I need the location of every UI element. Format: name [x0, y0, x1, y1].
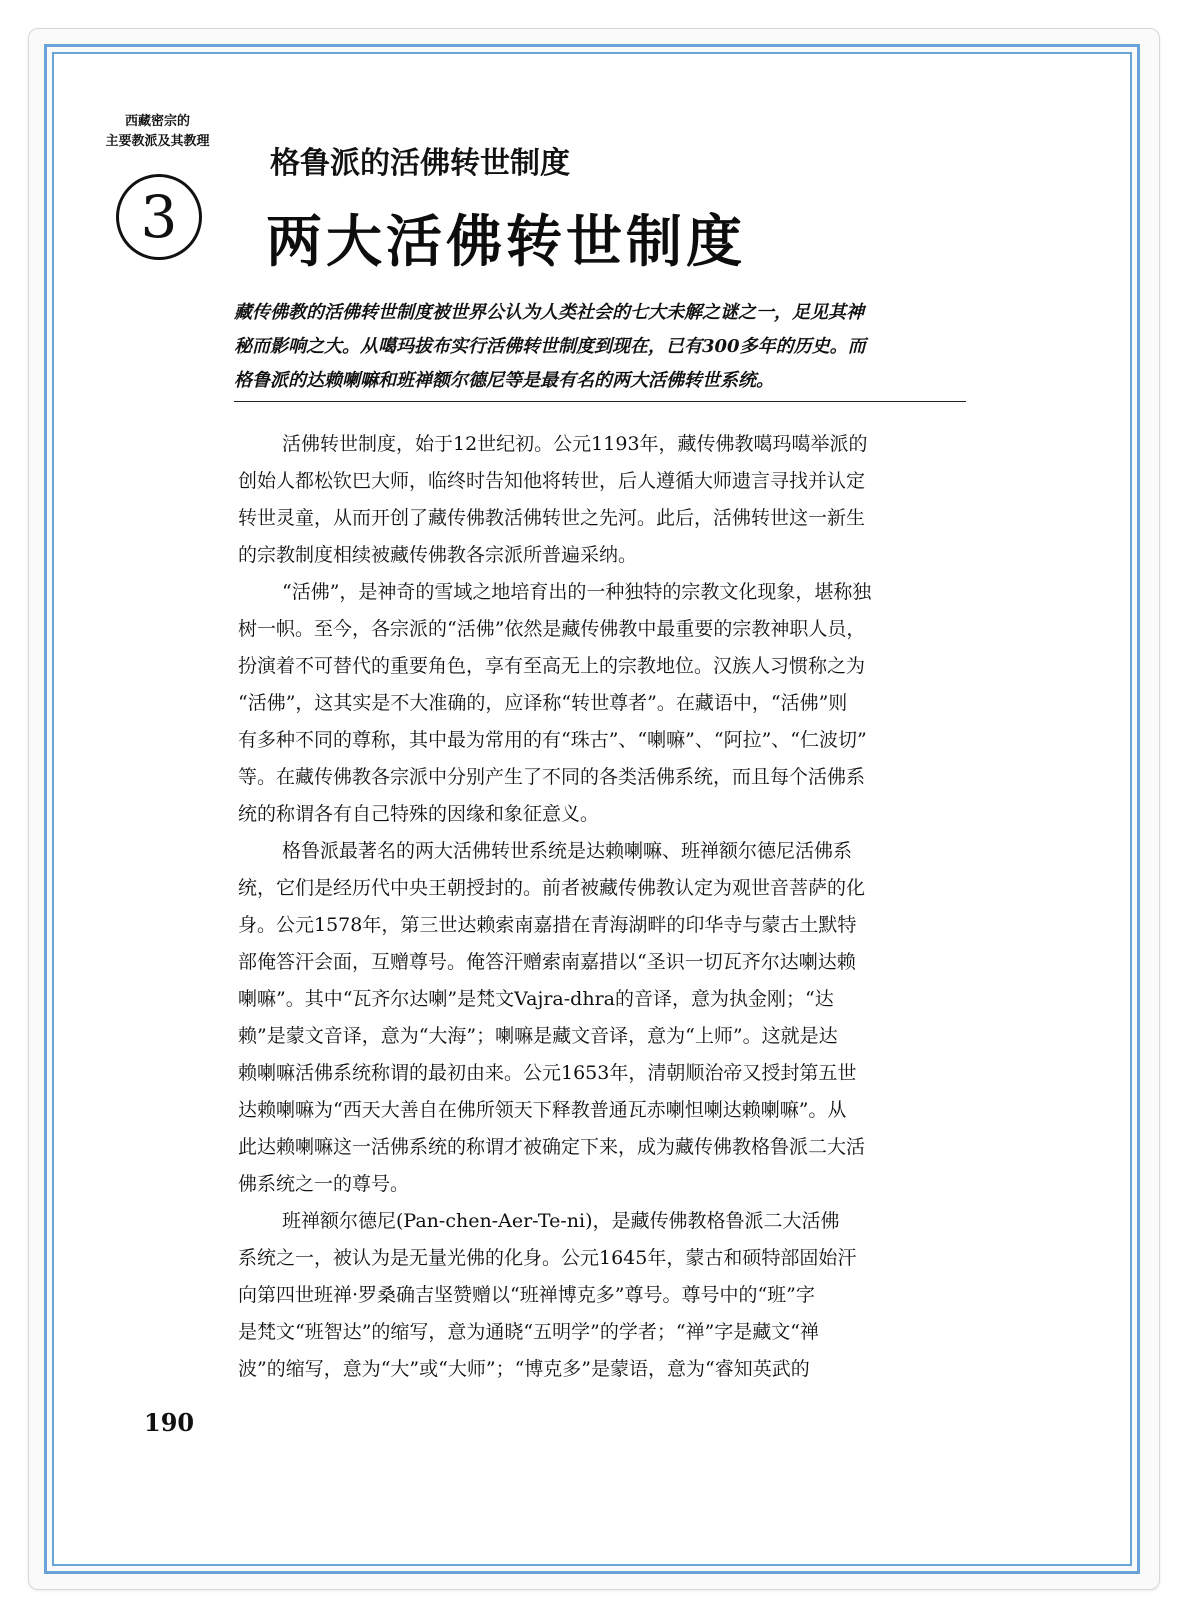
body-text: [238, 426, 978, 1388]
body-line: 佛系统之一的尊号。: [238, 1173, 410, 1195]
intro-line: 秘而影响之大。从噶玛拔布实行活佛转世制度到现在，已有300多年的历史。而: [234, 336, 866, 357]
body-line: 有多种不同的尊称，其中最为常用的有“珠古”、“喇嘛”、“阿拉”、“仁波切”: [238, 729, 867, 751]
body-line: 身。公元1578年，第三世达赖索南嘉措在青海湖畔的印华寺与蒙古土默特: [238, 914, 857, 936]
body-line: 系统之一，被认为是无量光佛的化身。公元1645年，蒙古和硕特部固始汗: [238, 1247, 857, 1269]
section-label-line1: 西藏密宗的: [124, 114, 190, 129]
body-line: 扮演着不可替代的重要角色，享有至高无上的宗教地位。汉族人习惯称之为: [238, 655, 866, 677]
intro-abstract: [234, 296, 966, 398]
body-line: 赖喇嘛活佛系统称谓的最初由来。公元1653年，清朝顺治帝又授封第五世: [238, 1062, 857, 1084]
section-number-badge: 3: [116, 174, 202, 260]
body-line: 向第四世班禅·罗桑确吉坚赞赠以“班禅博克多”尊号。尊号中的“班”字: [238, 1284, 815, 1306]
body-line: 转世灵童，从而开创了藏传佛教活佛转世之先河。此后，活佛转世这一新生: [238, 507, 866, 529]
body-line: 创始人都松钦巴大师，临终时告知他将转世，后人遵循大师遗言寻找并认定: [238, 470, 866, 492]
page-number: 190: [144, 1408, 195, 1437]
body-line: 的宗教制度相续被藏传佛教各宗派所普遍采纳。: [238, 544, 638, 566]
body-line: 赖”是蒙文音译，意为“大海”；喇嘛是藏文音译，意为“上师”。这就是达: [238, 1025, 838, 1047]
body-line: 班禅额尔德尼(Pan-chen-Aer-Te-ni)，是藏传佛教格鲁派二大活佛: [282, 1210, 840, 1232]
body-line: 统，它们是经历代中央王朝授封的。前者被藏传佛教认定为观世音菩萨的化: [238, 877, 866, 899]
body-line: 等。在藏传佛教各宗派中分别产生了不同的各类活佛系统，而且每个活佛系: [238, 766, 866, 788]
intro-divider: [234, 401, 966, 402]
body-line: “活佛”，这其实是不大准确的，应译称“转世尊者”。在藏语中，“活佛”则: [238, 692, 848, 714]
chapter-subtitle: 格鲁派的活佛转世制度: [270, 146, 570, 181]
body-line: 活佛转世制度，始于12世纪初。公元1193年，藏传佛教噶玛噶举派的: [282, 433, 868, 455]
body-line: 波”的缩写，意为“大”或“大师”；“博克多”是蒙语，意为“睿知英武的: [238, 1358, 810, 1380]
body-line: 达赖喇嘛为“西天大善自在佛所领天下释教普通瓦赤喇怛喇达赖喇嘛”。从: [238, 1099, 847, 1121]
body-line: 此达赖喇嘛这一活佛系统的称谓才被确定下来，成为藏传佛教格鲁派二大活: [238, 1136, 866, 1158]
body-line: 部俺答汗会面，互赠尊号。俺答汗赠索南嘉措以“圣识一切瓦齐尔达喇达赖: [238, 951, 856, 973]
section-label-line2: 主要教派及其教理: [105, 134, 210, 149]
body-line: 统的称谓各有自己特殊的因缘和象征意义。: [238, 803, 600, 825]
section-label: [90, 112, 225, 152]
body-line: “活佛”，是神奇的雪域之地培育出的一种独特的宗教文化现象，堪称独: [282, 581, 872, 603]
body-line: 喇嘛”。其中“瓦齐尔达喇”是梵文Vajra-dhra的音译，意为执金刚；“达: [238, 988, 834, 1010]
intro-line: 格鲁派的达赖喇嘛和班禅额尔德尼等是最有名的两大活佛转世系统。: [234, 370, 774, 391]
intro-line: 藏传佛教的活佛转世制度被世界公认为人类社会的七大未解之谜之一，足见其神: [234, 302, 864, 323]
body-line: 是梵文“班智达”的缩写，意为通晓“五明学”的学者；“禅”字是藏文“禅: [238, 1321, 819, 1343]
body-line: 格鲁派最著名的两大活佛转世系统是达赖喇嘛、班禅额尔德尼活佛系: [282, 840, 853, 862]
body-line: 树一帜。至今，各宗派的“活佛”依然是藏传佛教中最重要的宗教神职人员，: [238, 618, 866, 640]
chapter-title: 两大活佛转世制度: [266, 210, 746, 275]
